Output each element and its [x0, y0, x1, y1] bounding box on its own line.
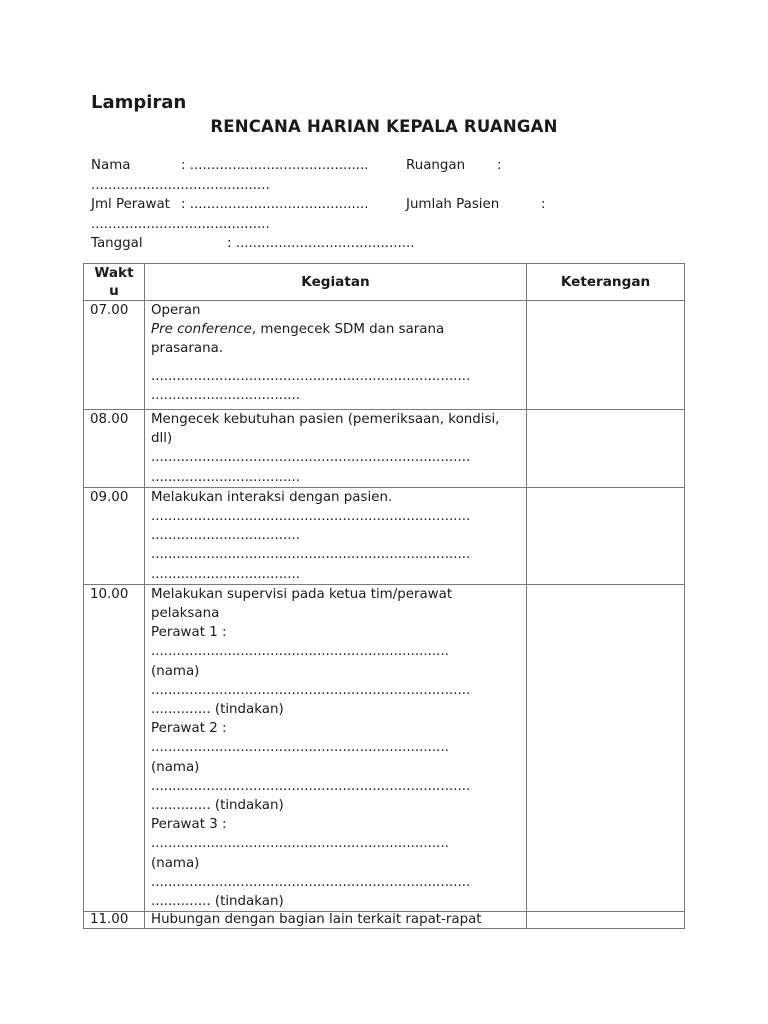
document-title: RENCANA HARIAN KEPALA RUANGAN: [210, 117, 558, 136]
activity-line: ...........................................................................: [151, 509, 471, 525]
row-notes-cell: [527, 301, 685, 410]
header-time-line1: Wakt: [94, 265, 134, 281]
activity-line: ......................................................................: [151, 740, 449, 756]
activity-line: dll): [151, 431, 173, 447]
header-time: [84, 264, 145, 301]
field-row-pasien-value: [91, 215, 691, 235]
activity-line: (nama): [151, 663, 200, 679]
row-activity: [145, 301, 527, 410]
field-row-nama: [91, 156, 691, 176]
field-row-tanggal: [91, 234, 691, 254]
activity-line: (nama): [151, 759, 200, 775]
table-row: [84, 912, 685, 929]
activity-line: ......................................................................: [151, 836, 449, 852]
field-label-nama: Nama: [91, 158, 131, 173]
activity-line: ...................................: [151, 566, 300, 582]
row-notes-cell: [527, 912, 685, 929]
field-label-perawat: Jml Perawat: [91, 197, 170, 212]
row-time: 08.00: [84, 410, 145, 488]
row-notes-cell: [527, 487, 685, 584]
field-colon-pasien: :: [541, 197, 546, 212]
table-row: [84, 584, 685, 911]
activity-line: ...........................................................................: [151, 368, 471, 384]
activity-line: pelaksana: [151, 606, 220, 622]
row-time: 10.00: [84, 584, 145, 911]
activity-line-rest: , mengecek SDM dan sarana: [251, 322, 445, 338]
activity-line: (nama): [151, 855, 200, 871]
row-activity: [145, 912, 527, 929]
activity-line: ...........................................................................: [151, 778, 471, 794]
activity-line: [151, 320, 520, 339]
field-label-ruangan: Ruangan: [406, 158, 466, 173]
activity-line: .............. (tindakan): [151, 702, 284, 718]
row-notes-cell: [527, 584, 685, 911]
activity-line: Hubungan dengan bagian lain terkait rapat-rapat: [151, 912, 482, 928]
row-activity: [145, 487, 527, 584]
field-value-tanggal: : ..........................................: [227, 236, 415, 251]
row-activity: [145, 584, 527, 911]
row-time: 07.00: [84, 301, 145, 410]
table-header-row: [84, 264, 685, 301]
field-value-nama: : ..........................................: [181, 158, 369, 173]
table-row: [84, 410, 685, 488]
field-value-pasien: ..........................................: [91, 216, 270, 232]
table-row: [84, 301, 685, 410]
activity-line: Perawat 1 :: [151, 625, 227, 641]
field-row-ruangan-value: [91, 176, 691, 196]
activity-line: ...........................................................................: [151, 450, 471, 466]
activity-line: .............. (tindakan): [151, 798, 284, 814]
field-colon-ruangan: :: [497, 158, 502, 173]
activity-line: Perawat 2 :: [151, 721, 227, 737]
header-fields: [91, 156, 691, 254]
activity-line: .............. (tindakan): [151, 894, 284, 910]
field-value-perawat: : ..........................................: [181, 197, 369, 212]
table-row: [84, 487, 685, 584]
activity-line: Melakukan interaksi dengan pasien.: [151, 489, 393, 505]
field-label-pasien: Jumlah Pasien: [406, 197, 500, 212]
activity-italic: Pre conference: [151, 322, 252, 338]
header-notes: Keterangan: [527, 264, 685, 301]
activity-line: ...................................: [151, 469, 300, 485]
row-time: 11.00: [84, 912, 145, 929]
activity-line: Melakukan supervisi pada ketua tim/perawat: [151, 586, 453, 602]
activity-line: Operan: [151, 303, 201, 318]
header-time-line2: u: [109, 283, 119, 299]
activity-line: ......................................................................: [151, 644, 449, 660]
activity-line: ...........................................................................: [151, 874, 471, 890]
row-notes-cell: [527, 410, 685, 488]
activity-line: Mengecek kebutuhan pasien (pemeriksaan, kondisi,: [151, 412, 500, 427]
activity-line: prasarana.: [151, 341, 224, 357]
activity-line: Perawat 3 :: [151, 817, 227, 833]
row-time: 09.00: [84, 487, 145, 584]
header-activity: Kegiatan: [145, 264, 527, 301]
activity-line: ...................................: [151, 528, 300, 544]
activity-line: ...........................................................................: [151, 547, 471, 563]
activity-line: ...........................................................................: [151, 682, 471, 698]
field-row-perawat: [91, 195, 691, 215]
line-gap: [151, 359, 520, 367]
activity-line: ...................................: [151, 387, 300, 403]
row-activity: [145, 410, 527, 488]
field-value-ruangan: ..........................................: [91, 177, 270, 193]
schedule-table: [83, 263, 685, 929]
field-label-tanggal: Tanggal: [91, 236, 143, 251]
appendix-label: Lampiran: [91, 92, 187, 113]
